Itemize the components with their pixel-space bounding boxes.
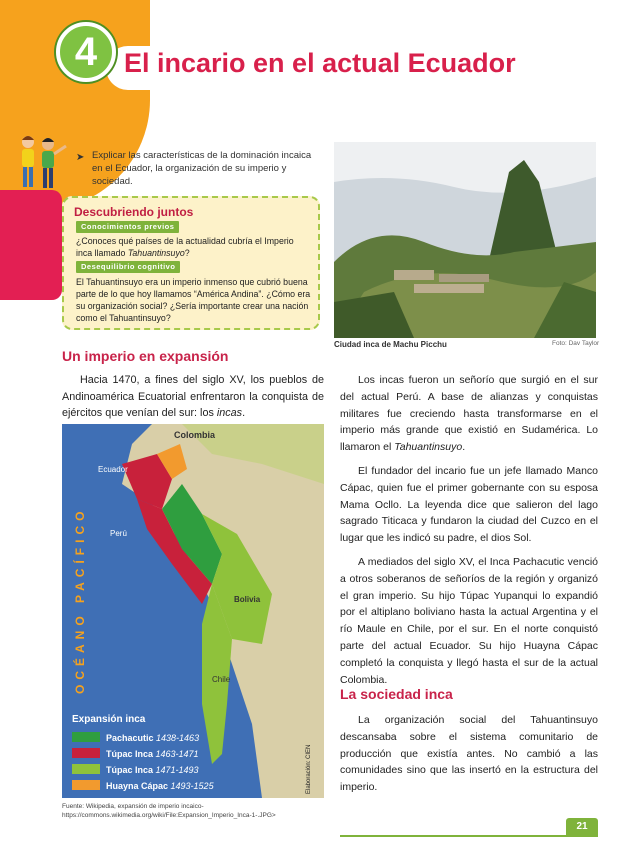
- paragraph-founder: El fundador del incario fue un jefe llamado Manco Cápac, quien fue el primer gobernante con su esposa Mama Ocllo. La leyenda dice que salieron del lago sagrado Titicaca y fundaron la ciudad del Cuzco en el lugar que les indicó su padre, el dios Sol.: [340, 464, 598, 545]
- unit-number-badge: 4: [56, 22, 116, 82]
- expansion-paragraph-end: .: [242, 407, 246, 420]
- legend-years: 1463-1471: [155, 749, 199, 759]
- label-peru: Perú: [110, 529, 127, 538]
- page-title: El incario en el actual Ecuador: [124, 48, 516, 78]
- tag-cognitive-imbalance: Desequilibrio cognitivo: [76, 261, 180, 273]
- label-chile: Chile: [212, 675, 231, 684]
- photo-credit: Foto: Dav Taylor: [552, 340, 600, 347]
- inca-expansion-map: [62, 424, 324, 798]
- machu-picchu-photo: [334, 142, 596, 338]
- legend-swatch: [72, 764, 100, 774]
- map-credit: Elaboración: CIEN: [306, 744, 312, 794]
- label-colombia: Colombia: [174, 430, 216, 440]
- legend-swatch: [72, 780, 100, 790]
- paragraph-incas-origin-text: Los incas fueron un señorío que surgió en el sur del actual Perú. A base de alianzas y conquistas militares fue creciendo hasta transformarse en el imperio más grande que existió en Sudamérica. Lo llamaron el: [340, 374, 598, 454]
- legend-label: [106, 781, 215, 791]
- legend-name: Huayna Cápac: [106, 781, 171, 791]
- photo-caption: Ciudad inca de Machu Picchu: [334, 340, 447, 349]
- legend-swatch: [72, 748, 100, 758]
- tag-previous-knowledge: Conocimientos previos: [76, 221, 179, 233]
- discover-title: Descubriendo juntos: [74, 205, 194, 219]
- expansion-paragraph-text: Hacia 1470, a fines del siglo XV, los pueblos de Andinoamérica Ecuatorial enfrentaron la conquista de ejércitos que venían del sur: los: [62, 374, 324, 420]
- paragraph-incas-origin: [340, 372, 598, 456]
- legend-label: [106, 749, 199, 759]
- expansion-paragraph-emphasis: incas: [216, 407, 243, 420]
- learning-objective: Explicar las características de la dominación incaica en el Ecuador, la organización de su imperio y sociedad.: [92, 150, 312, 187]
- paragraph-incas-origin-emphasis: Tahuantinsuyo: [394, 441, 463, 454]
- legend-years: 1493-1525: [170, 781, 214, 791]
- legend-swatch: [72, 732, 100, 742]
- question-imbalance: El Tahuantinsuyo era un imperio inmenso que cubrió buena parte de lo que hoy llamamos “América Andina”. ¿Cómo era su organización social? ¿Sería importante crear una nación como el Tahuantinsuyo?: [76, 277, 311, 323]
- right-column: [340, 372, 598, 695]
- legend-years: 1471-1493: [155, 765, 199, 775]
- paragraph-incas-origin-end: .: [462, 441, 466, 454]
- map-source: Fuente: Wikipedia, expansión de imperio incaico-https://commons.wikimedia.org/wiki/File:Expansion_Imperio_Inca-1-.JPG>: [62, 803, 276, 819]
- paragraph-pachacutic: A mediados del siglo XV, el Inca Pachacutic venció a otros soberanos de señoríos de la región y organizó el gran imperio. Su hijo Túpac Yupanqui lo expandió por el altiplano boliviano hasta la actual Argentina y el río Maule en Chile, por el sur. En el norte conquistó parte del actual Ecuador. Su hijo Huayna Cápac completó la conquista y llegó hasta el sur de la actual Colombia.: [340, 555, 598, 686]
- section-heading-society: La sociedad inca: [340, 686, 453, 702]
- children-illustration: [14, 132, 70, 196]
- bottom-rule: [340, 835, 598, 837]
- legend-label: [106, 733, 199, 743]
- bullet-arrow-icon: ➤: [76, 152, 85, 163]
- section-heading-expansion: Un imperio en expansión: [62, 348, 229, 364]
- question-previous-emphasis: Tahuantinsuyo: [127, 247, 185, 258]
- society-paragraph: La organización social del Tahuantinsuyo descansaba sobre el sistema comunitario de producción que existía antes. No cambió a las comunidades sino que las insertó en la estructura del imperio.: [340, 714, 598, 794]
- red-side-bar: [0, 190, 62, 300]
- legend-name: Pachacutic: [106, 733, 157, 743]
- question-previous-text: ¿Conoces qué países de la actualidad cubría el Imperio inca llamado: [76, 236, 294, 258]
- legend-name: Túpac Inca: [106, 749, 156, 759]
- label-ecuador: Ecuador: [98, 465, 128, 474]
- legend-years: 1438-1463: [156, 733, 200, 743]
- legend-title: Expansión inca: [72, 714, 146, 725]
- legend-label: [106, 765, 199, 775]
- question-previous: [76, 236, 312, 260]
- page-number: 21: [566, 818, 598, 836]
- label-bolivia: Bolivia: [234, 595, 261, 604]
- legend-name: Túpac Inca: [106, 765, 156, 775]
- expansion-paragraph: [62, 372, 324, 422]
- label-ocean: OCÉANO PACÍFICO: [73, 506, 87, 694]
- question-previous-end: ?: [184, 247, 190, 258]
